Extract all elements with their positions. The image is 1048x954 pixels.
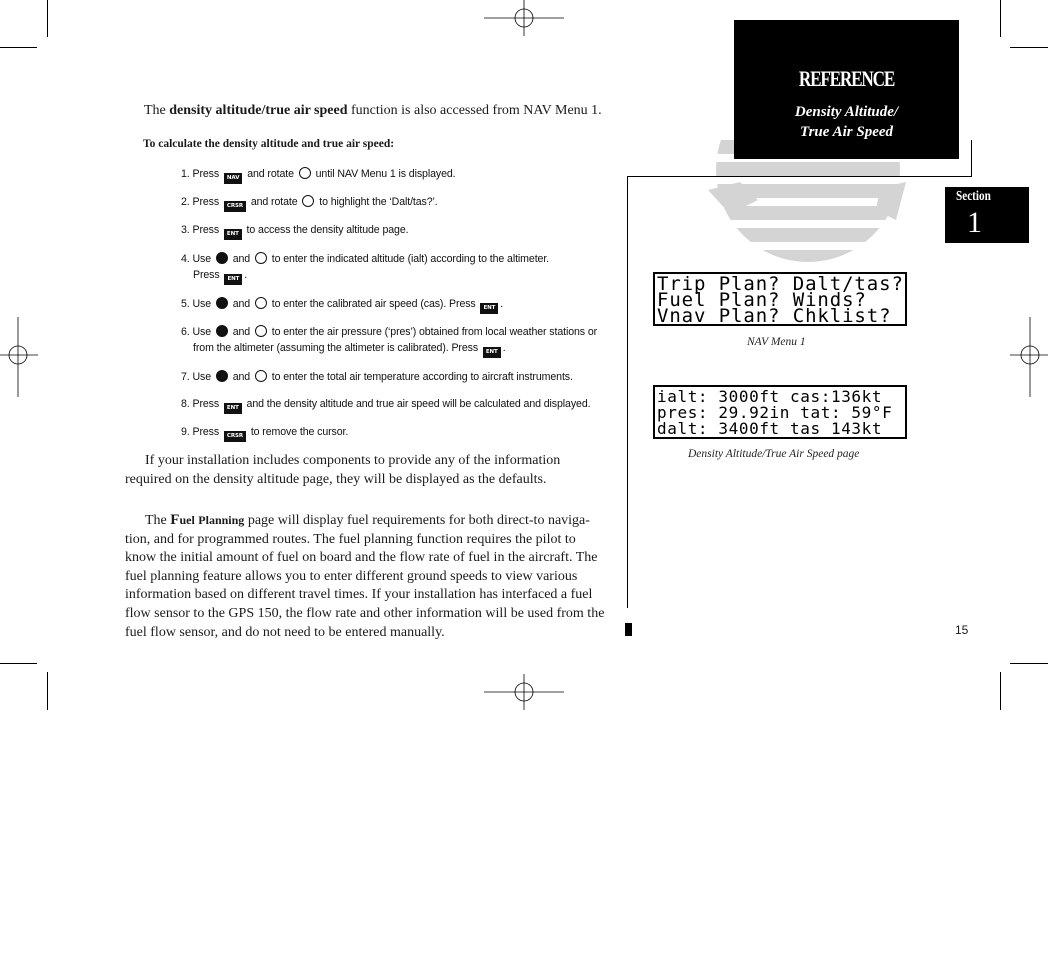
step-2: 2. Press CRSR and rotate to highlight the ‘Dalt/tas?’. — [181, 195, 438, 212]
registration-mark-top — [484, 0, 564, 40]
screen-line: Trip Plan? Dalt/tas? — [657, 273, 904, 295]
step-6: 6. Use and to enter the air pressure (‘pres’) obtained from local weather stations or — [181, 326, 598, 338]
fuel-planning-paragraph: The Fuel Planning page will display fuel requirements for both direct-to naviga- tion, and for programmed routes. The fuel planning function requires the pilot to know the initial amount of fuel on board and the flow rate of fuel in the aircraft. The fuel planning feature allows you to enter different ground speeds to view various information based on different travel times. If your installation has interfaced a fuel flow sensor to the GPS 150, the flow rate and other information will be used from the fuel flow sensor, and do not need to be entered manually. — [125, 512, 605, 640]
reference-title: REFERENCE — [798, 66, 895, 91]
screen-line: ialt: 3000ft cas:136kt — [657, 387, 883, 406]
step-7: 7. Use and to enter the total air temperature according to aircraft instruments. — [181, 371, 573, 383]
reference-subtitle-1: Density Altitude/ — [794, 104, 899, 120]
enter-key-icon: ENT — [483, 347, 501, 358]
section-label: Section — [956, 189, 991, 204]
inner-knob-icon — [255, 325, 267, 337]
step-4: 4. Use and to enter the indicated altitude (ialt) according to the altimeter. — [181, 253, 550, 265]
footer-marker — [625, 623, 632, 636]
inner-knob-icon — [255, 370, 267, 382]
reference-header-box — [734, 20, 959, 159]
intro-paragraph: The density altitude/true air speed function is also accessed from NAV Menu 1. — [144, 103, 602, 118]
installation-paragraph: If your installation includes components to provide any of the information required on the density altitude page, they will be displayed as the defaults. — [125, 453, 561, 487]
section-number: 1 — [967, 206, 982, 239]
knob-icon — [302, 195, 314, 207]
enter-key-icon: ENT — [224, 274, 242, 285]
page-number: 15 — [955, 623, 969, 637]
outer-knob-icon — [216, 370, 228, 382]
cursor-key-icon: CRSR — [224, 201, 246, 212]
nav-key-icon: NAV — [224, 173, 242, 184]
step-3: 3. Press ENT to access the density altitude page. — [181, 224, 408, 240]
nav-menu-screen — [653, 272, 907, 326]
screen-line: Vnav Plan? Chklist? — [657, 305, 892, 326]
registration-mark-bottom — [484, 672, 564, 712]
step-6-continued: from the altimeter (assuming the altimeter is calibrated). Press ENT . — [193, 342, 506, 358]
density-altitude-screen — [653, 385, 907, 439]
inner-knob-icon — [255, 252, 267, 264]
inner-knob-icon — [255, 297, 267, 309]
screen-line: pres: 29.92in tat: 59°F — [657, 403, 893, 422]
cursor-key-icon: CRSR — [224, 431, 246, 442]
intro-bold-term: density altitude/true air speed — [169, 103, 348, 118]
frame-line-short — [971, 140, 972, 177]
enter-key-icon: ENT — [224, 403, 242, 414]
density-screen-caption: Density Altitude/True Air Speed page — [688, 448, 860, 460]
registration-mark-left — [0, 317, 38, 397]
nav-menu-caption: NAV Menu 1 — [747, 336, 806, 348]
step-5: 5. Use and to enter the calibrated air speed (cas). Press ENT . — [181, 297, 503, 314]
enter-key-icon: ENT — [480, 303, 498, 314]
step-4-continued: Press ENT . — [193, 269, 247, 285]
screen-line: dalt: 3400ft tas 143kt — [657, 419, 883, 438]
steps-heading: To calculate the density altitude and true air speed: — [143, 138, 395, 150]
step-8: 8. Press ENT and the density altitude and true air speed will be calculated and displayed. — [181, 398, 590, 414]
registration-mark-right — [1010, 317, 1048, 397]
knob-icon — [299, 167, 311, 179]
outer-knob-icon — [216, 297, 228, 309]
step-1: 1. Press NAV and rotate until NAV Menu 1 is displayed. — [181, 167, 456, 184]
section-tab — [945, 187, 1029, 243]
frame-line-vertical — [627, 176, 628, 608]
screen-line: Fuel Plan? Winds? — [657, 289, 867, 311]
step-9: 9. Press CRSR to remove the cursor. — [181, 426, 348, 442]
outer-knob-icon — [216, 325, 228, 337]
enter-key-icon: ENT — [224, 229, 242, 240]
reference-subtitle-2: True Air Speed — [799, 124, 894, 140]
outer-knob-icon — [216, 252, 228, 264]
